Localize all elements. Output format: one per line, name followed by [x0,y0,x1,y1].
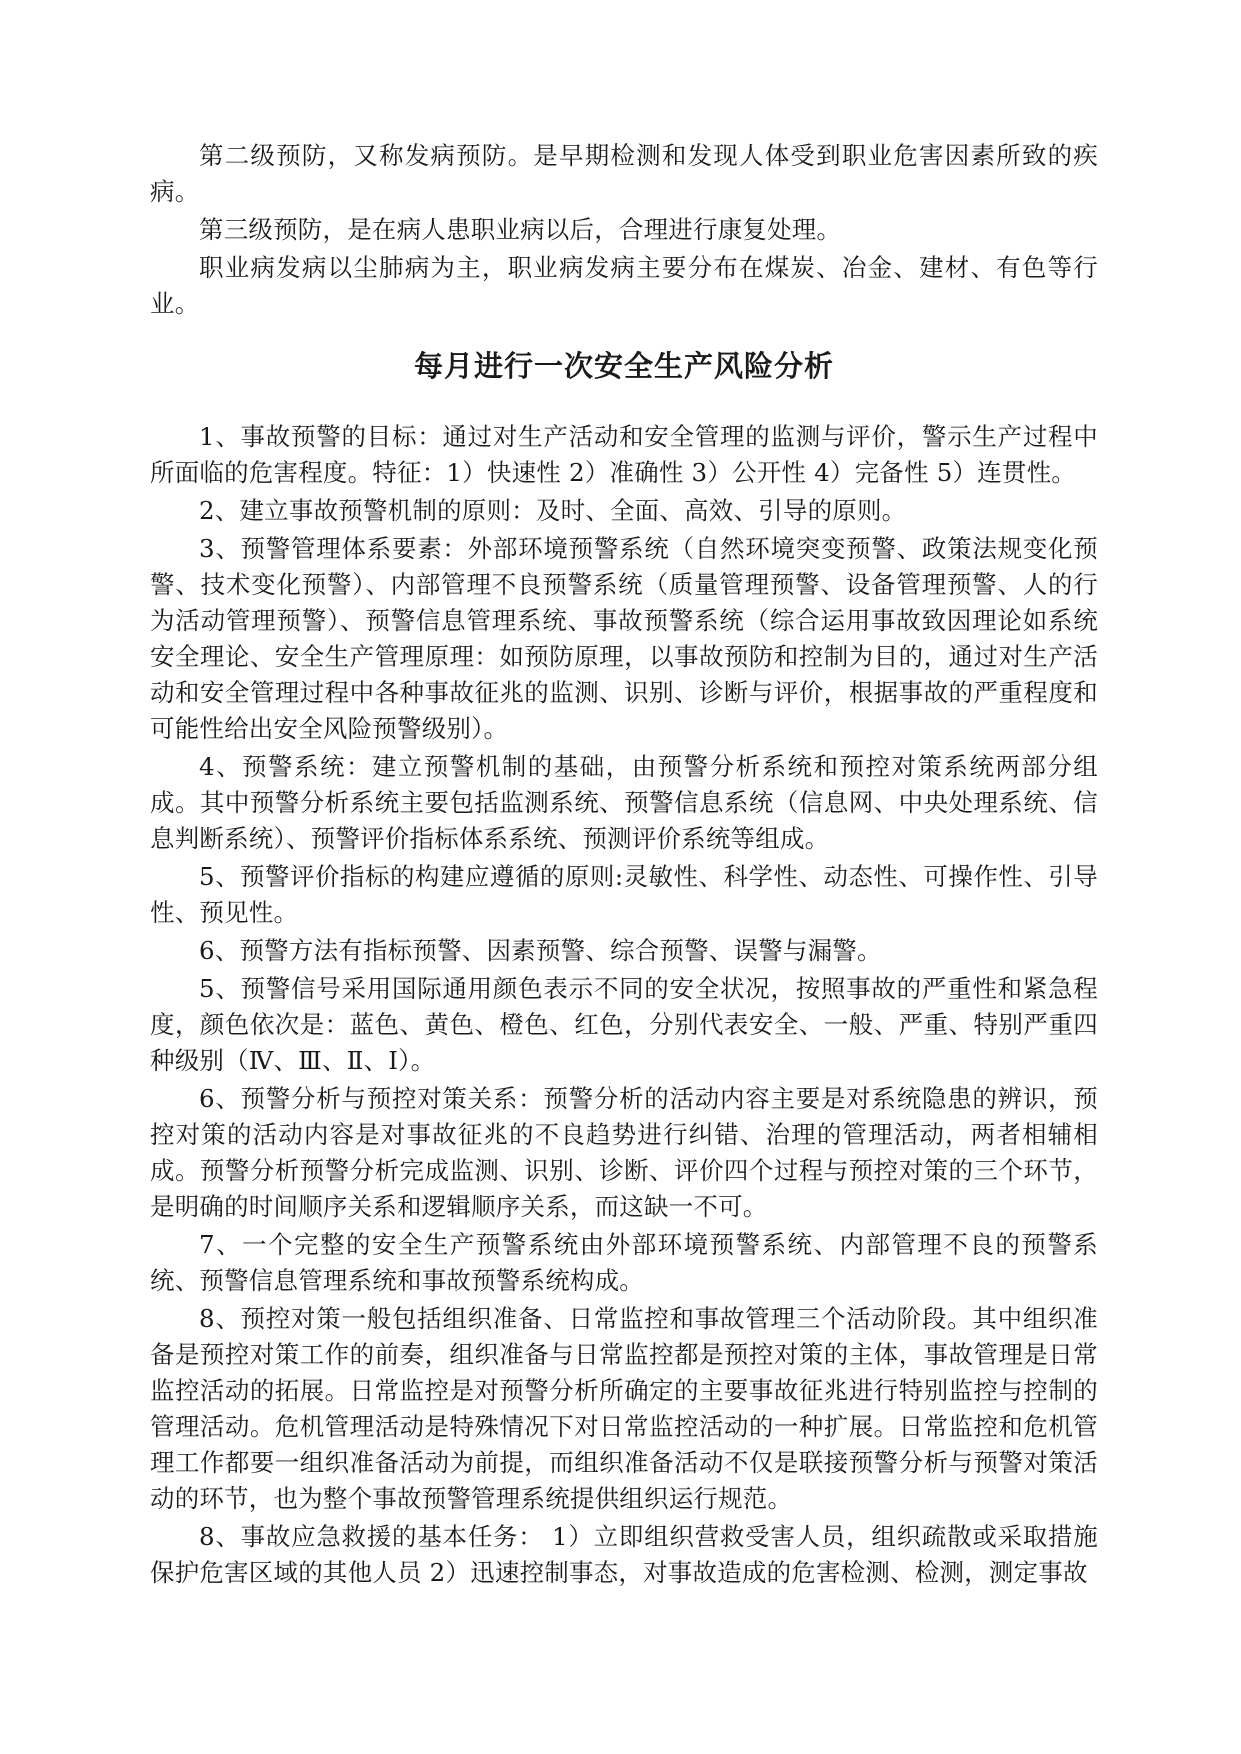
item-paragraph: 6、预警方法有指标预警、因素预警、综合预警、误警与漏警。 [199,936,882,965]
item-paragraph: 8、预控对策一般包括组织准备、日常监控和事故管理三个活动阶段。其中组织准备是预控对策工作的前奏，组织准备与日常监控都是预控对策的主体，事故管理是日常监控活动的拓展。日常监控是对预警分析所确定的主要事故征兆进行特别监控与控制的管理活动。危机管理活动是特殊情况下对日常监控活动的一种扩展。日常监控和危机管理工作都要一组织准备活动为前提，而组织准备活动不仅是联接预警分析与预警对策活动的环节，也为整个事故预警管理系统提供组织运行规范。 [150,1304,1098,1513]
item-paragraph: 8、事故应急救援的基本任务： 1）立即组织营救受害人员，组织疏散或采取措施保护危害区域的其他人员 2）迅速控制事态，对事故造成的危害检测、检测，测定事故 [150,1522,1099,1587]
intro-paragraph: 第二级预防，又称发病预防。是早期检测和发现人体受到职业危害因素所致的疾病。 [150,141,1098,206]
item-paragraph: 3、预警管理体系要素：外部环境预警系统（自然环境突变预警、政策法规变化预警、技术变化预警）、内部管理不良预警系统（质量管理预警、设备管理预警、人的行为活动管理预警）、预警信息管理系统、事故预警系统（综合运用事故致因理论如系统安全理论、安全生产管理原理：如预防原理，以事故预防和控制为目的，通过对生产活动和安全管理过程中各种事故征兆的监测、识别、诊断与评价，根据事故的严重程度和可能性给出安全风险预警级别）。 [150,534,1098,743]
item-paragraph: 1、事故预警的目标：通过对生产活动和安全管理的监测与评价，警示生产过程中所面临的危害程度。特征：1）快速性 2）准确性 3）公开性 4）完备性 5）连贯性。 [150,422,1098,487]
item-paragraph: 4、预警系统：建立预警机制的基础，由预警分析系统和预控对策系统两部分组成。其中预警分析系统主要包括监测系统、预警信息系统（信息网、中央处理系统、信息判断系统）、预警评价指标体系系统、预测评价系统等组成。 [150,752,1098,853]
document-page [150,138,1098,1593]
item-paragraph: 2、建立事故预警机制的原则：及时、全面、高效、引导的原则。 [199,496,907,525]
item-paragraph: 5、预警评价指标的构建应遵循的原则:灵敏性、科学性、动态性、可操作性、引导性、预见性。 [150,862,1098,927]
item-paragraph: 5、预警信号采用国际通用颜色表示不同的安全状况，按照事故的严重性和紧急程度，颜色依次是：蓝色、黄色、橙色、红色，分别代表安全、一般、严重、特别严重四种级别（Ⅳ、Ⅲ、Ⅱ、Ⅰ）。 [150,974,1098,1075]
intro-paragraph: 职业病发病以尘肺病为主，职业病发病主要分布在煤炭、冶金、建材、有色等行业。 [150,253,1098,318]
item-paragraph: 6、预警分析与预控对策关系：预警分析的活动内容主要是对系统隐患的辨识，预控对策的活动内容是对事故征兆的不良趋势进行纠错、治理的管理活动，两者相辅相成。预警分析预警分析完成监测、识别、诊断、评价四个过程与预控对策的三个环节，是明确的时间顺序关系和逻辑顺序关系，而这缺一不可。 [150,1084,1098,1221]
section-heading: 每月进行一次安全生产风险分析 [413,349,834,383]
intro-paragraph: 第三级预防，是在病人患职业病以后，合理进行康复处理。 [199,215,842,244]
item-paragraph: 7、一个完整的安全生产预警系统由外部环境预警系统、内部管理不良的预警系统、预警信息管理系统和事故预警系统构成。 [150,1230,1098,1295]
